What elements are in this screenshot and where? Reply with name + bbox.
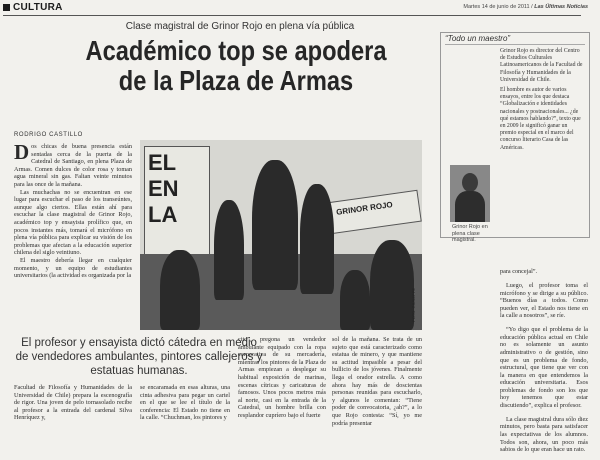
section-label bbox=[3, 2, 63, 13]
article-column-bottom-2: se encaramada en esas alturas, una cinta adhesiva para pegar un cartel en el que se lee el título de la conferencia: El Estado no tiene en la calle. “Chuchman, los pintores y bbox=[140, 384, 230, 422]
photo-banner-left-text: EL EN LA bbox=[148, 150, 179, 227]
photo-person bbox=[300, 184, 334, 294]
section-square-icon bbox=[3, 4, 10, 11]
article-paragraph bbox=[14, 140, 132, 189]
sidebar-title-rule bbox=[445, 44, 585, 45]
sidebar-title bbox=[445, 34, 510, 43]
page-header bbox=[0, 0, 600, 16]
article-paragraph: para concejal”. bbox=[500, 268, 538, 276]
article-paragraph: “Yo digo que el problema de la educación pública actual en Chile no es solamente un asunto administrativo o de gestión, sino que es un problema de fondo, estructural, que tiene que ver con la manera en que entendemos la educación universitaria. Esos problemas de fondo son los que hoy tenemos que estar discutiendo”, explica el profesor. bbox=[500, 326, 588, 410]
headline: Académico top se apodera de la Plaza de Armas bbox=[85, 35, 387, 96]
issue-date: Martes 14 de junio de 2011 bbox=[463, 4, 530, 10]
kicker: Clase magistral de Grinor Rojo en plena vía pública bbox=[125, 21, 355, 32]
article-deck: El profesor y ensayista dictó cátedra en medio de vendedores ambulantes, pintores callejeros y estatuas humanas. bbox=[15, 337, 263, 377]
article-column-bottom-1: Facultad de Filosofía y Humanidades de la Universidad de Chile) prepara la escenografía de rigor. Una joven de pelo tornasolado recibe al profesor a la entrada del cardenal Silva Henríquez y, bbox=[14, 384, 132, 422]
photo-speaker bbox=[252, 160, 298, 290]
sidebar-title-text: “Todo un maestro” bbox=[445, 34, 511, 43]
article-column-1 bbox=[14, 140, 132, 280]
sidebar-text bbox=[500, 48, 584, 152]
photo-credit: FOTO: GIUSEPPE bbox=[411, 288, 416, 322]
sidebar-paragraph: Grinor Rojo es director del Centro de Estudios Culturales Latinoamericanos de la Facultad de Filosofía y Humanidades de la Universidad de Chile. bbox=[500, 48, 583, 83]
header-rule bbox=[3, 15, 581, 16]
article-paragraph: El maestro debería llegar en cualquier momento, y un equipo de estudiantes universitarios (la actividad es organizada por la bbox=[14, 256, 132, 280]
newspaper-name: Las Últimas Noticias bbox=[534, 4, 588, 10]
paragraph-text: os chicas de buena presencia están sentadas cerca de la puerta de la Catedral de Santiago, en plena Plaza de Armas. Comen dulces de color rosa y toman agua mineral sin gas. Faltan veinte minutos para las once de la mañana. bbox=[14, 143, 132, 188]
dropcap: D bbox=[14, 140, 30, 164]
article-paragraph: La clase magistral dura sólo diez minutos, pero basta para satisfacer las expectativas de los alumnos. Todos son, ahora, un poco más sabios de lo que eran hace un rato. bbox=[500, 415, 588, 454]
photo-banner-right-text: GRINOR ROJO bbox=[335, 200, 394, 217]
photo-person bbox=[160, 250, 200, 330]
article-column-5 bbox=[500, 262, 588, 460]
article-column-bottom-4: sol de la mañana. Se trata de un sujeto que está caracterizado como estatua de minero, y que mantiene su actitud impasible a pesar del bullicio de los jóvenes. Finalmente llega el orador estrella. A como ahora hay más de doscientas personas reunidas para escucharlo, y algunos le comentan: “Tiene poder de convocatoria, ¿ah?”, a lo que Rojo contesta: “Sí, yo me podría presentar bbox=[332, 336, 422, 427]
portrait-head bbox=[462, 173, 478, 192]
byline: RODRIGO CASTILLO bbox=[14, 132, 83, 138]
photo-person bbox=[340, 270, 370, 330]
dateline: Martes 14 de junio de 2011 / Las Últimas Noticias bbox=[463, 4, 588, 10]
photo-caption: Grinor Rojo en plena clase magistral. bbox=[452, 224, 488, 244]
main-photo bbox=[140, 140, 422, 330]
portrait-torso bbox=[455, 191, 485, 222]
photo-person bbox=[214, 200, 244, 300]
article-paragraph: Luego, el profesor toma el micrófono y se dirige a su público. “Buenos días a todos. Como pueden ver, el Estado nos tiene en la calle a nosotros”, se ríe. bbox=[500, 281, 588, 320]
article-paragraph: Las muchachas no se encuentran en ese lugar para escuchar el paso de los transeúntes, aunque algo ciertos. Ellas están ahí para escuchar la clase magistral de Grinor Rojo, académico top y ensayista prolífico que, en pocos instantes más, tomará el micrófono en plena vía pública para explicar su visión de los problemas que afectan a la educación superior chilena del siglo veintiuno. bbox=[14, 188, 132, 257]
section-name: CULTURA bbox=[13, 2, 63, 13]
portrait-photo bbox=[450, 165, 490, 222]
sidebar-paragraph: El hombre es autor de varios ensayos, entre los que destaca “Globalización e identidades nacionales y postnacionales... ¿de qué estamos hablando?”, texto que en 2009 le significó ganar un premio especial en el marco del concurso literario Casa de las Américas. bbox=[500, 87, 581, 151]
article-column-bottom-3: cito”, pregona un vendedor ambulante equipado con la ropa corporativa de su mercadería, mientras los pintores de la Plaza de Armas empiezan a desplegar su habitual exposición de marinas, escenas cítricas y caricaturas de famosos. Unos pocos metros más al norte, casi en la entrada de la Catedral, un hombre brilla con resplandor cupríero bajo el fuerte bbox=[238, 336, 326, 419]
photo-person bbox=[370, 240, 414, 330]
